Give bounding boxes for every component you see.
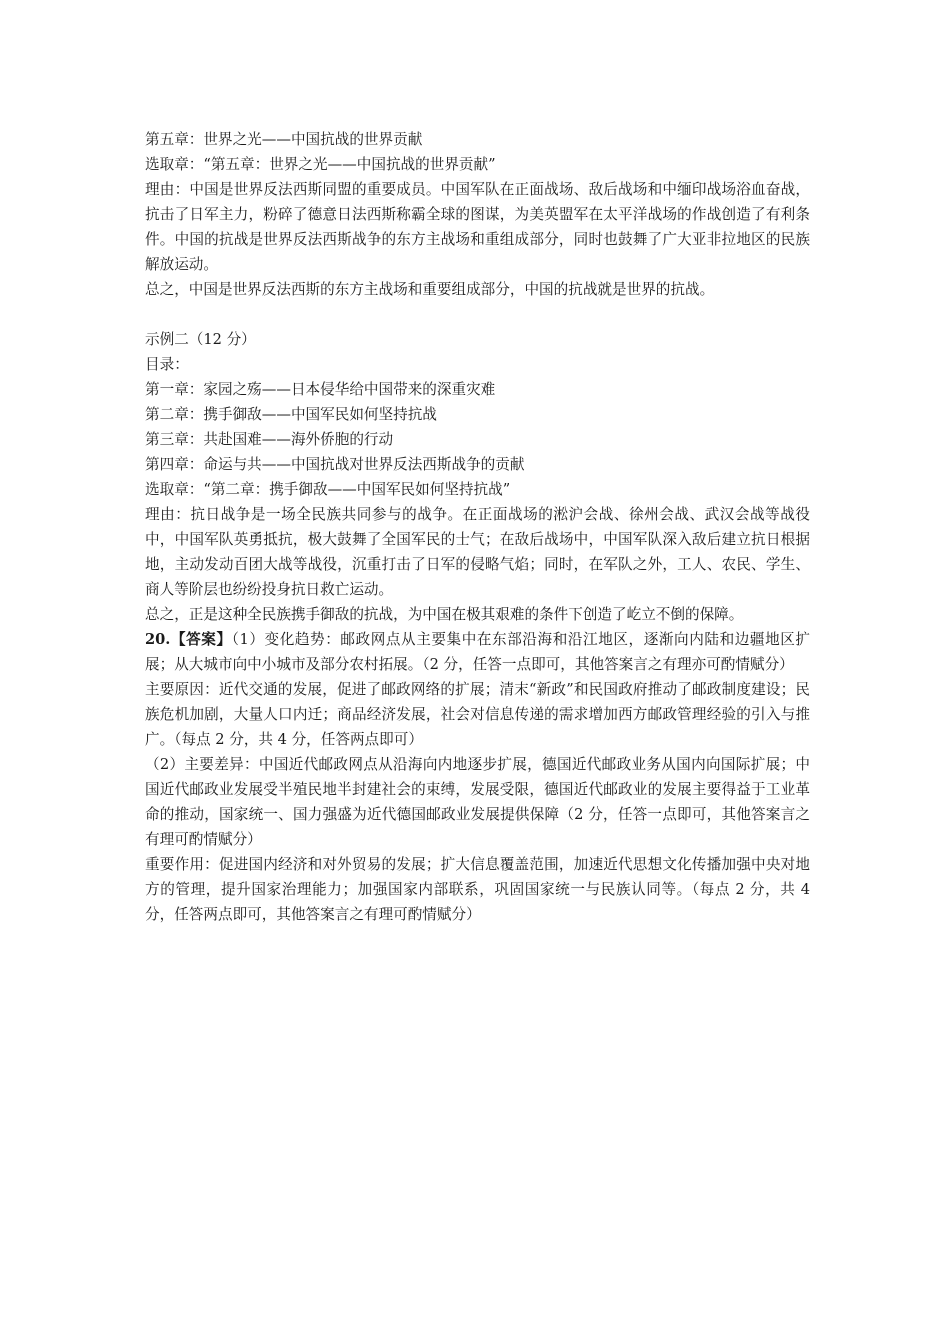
answer-20-difference: （2）主要差异：中国近代邮政网点从沿海向内地逐步扩展，德国近代邮政业务从国内向国际扩展；中国近代邮政业发展受半殖民地半封建社会的束缚，发展受限，德国近代邮政业的发展主要得益于工业革命的推动，国家统一、国力强盛为近代德国邮政业发展提供保障（2 分，任答一点即可，其他答案言之有理可酌情赋分） (145, 756, 810, 848)
summary-paragraph: 总之，正是这种全民族携手御敌的抗战，为中国在极其艰难的条件下创造了屹立不倒的保障。 (145, 606, 744, 623)
chapter-five-title: 第五章：世界之光——中国抗战的世界贡献 (145, 131, 423, 148)
answer-20-reasons: 主要原因：近代交通的发展，促进了邮政网络的扩展；清末“新政”和民国政府推动了邮政制度建设；民族危机加剧，大量人口内迁；商品经济发展，社会对信息传递的需求增加西方邮政管理经验的引入与推广。（每点 2 分，共 4 分，任答两点即可） (145, 681, 810, 748)
answer-part1-trend-text: （1）变化趋势：邮政网点从主要集中在东部沿海和沿江地区，逐渐向内陆和边疆地区扩展；从大城市向中小城市及部分农村拓展。（2 分，任答一点即可，其他答案言之有理亦可酌情赋分） (145, 631, 810, 673)
summary-paragraph: 总之，中国是世界反法西斯的东方主战场和重要组成部分，中国的抗战就是世界的抗战。 (145, 281, 715, 298)
toc-item-chapter-four: 第四章：命运与共——中国抗战对世界反法西斯战争的贡献 (145, 456, 525, 473)
toc-item-chapter-one: 第一章：家园之殇——日本侵华给中国带来的深重灾难 (145, 381, 496, 398)
toc-item-chapter-three: 第三章：共赴国难——海外侨胞的行动 (145, 431, 394, 448)
document-body (145, 127, 810, 927)
answer-20-role: 重要作用：促进国内经济和对外贸易的发展；扩大信息覆盖范围，加速近代思想文化传播加强中央对地方的管理，提升国家治理能力；加强国家内部联系，巩固国家统一与民族认同等。（每点 2 分，共 4 分，任答两点即可，其他答案言之有理可酌情赋分） (145, 856, 810, 923)
reason-paragraph: 理由：抗日战争是一场全民族共同参与的战争。在正面战场的淞沪会战、徐州会战、武汉会战等战役中，中国军队英勇抵抗，极大鼓舞了全国军民的士气；在敌后战场中，中国军队深入敌后建立抗日根据地，主动发动百团大战等战役，沉重打击了日军的侵略气焰；同时，在军队之外，工人、农民、学生、商人等阶层也纷纷投身抗日救亡运动。 (145, 506, 810, 598)
toc-label: 目录： (145, 356, 189, 373)
toc-item-chapter-two: 第二章：携手御敌——中国军民如何坚持抗战 (145, 406, 437, 423)
selected-chapter-line: 选取章：“第五章：世界之光——中国抗战的世界贡献” (145, 156, 496, 173)
example-two-heading: 示例二（12 分） (145, 331, 256, 348)
answer-label: 20.【答案】 (145, 631, 232, 648)
reason-paragraph: 理由：中国是世界反法西斯同盟的重要成员。中国军队在正面战场、敌后战场和中缅印战场浴血奋战，抗击了日军主力，粉碎了德意日法西斯称霸全球的图谋，为美英盟军在太平洋战场的作战创造了有利条件。中国的抗战是世界反法西斯战争的东方主战场和重组成部分，同时也鼓舞了广大亚非拉地区的民族解放运动。 (145, 181, 810, 273)
paragraph-gap (145, 302, 810, 327)
selected-chapter-line: 选取章：“第二章：携手御敌——中国军民如何坚持抗战” (145, 481, 511, 498)
answer-20-trend (145, 627, 810, 677)
